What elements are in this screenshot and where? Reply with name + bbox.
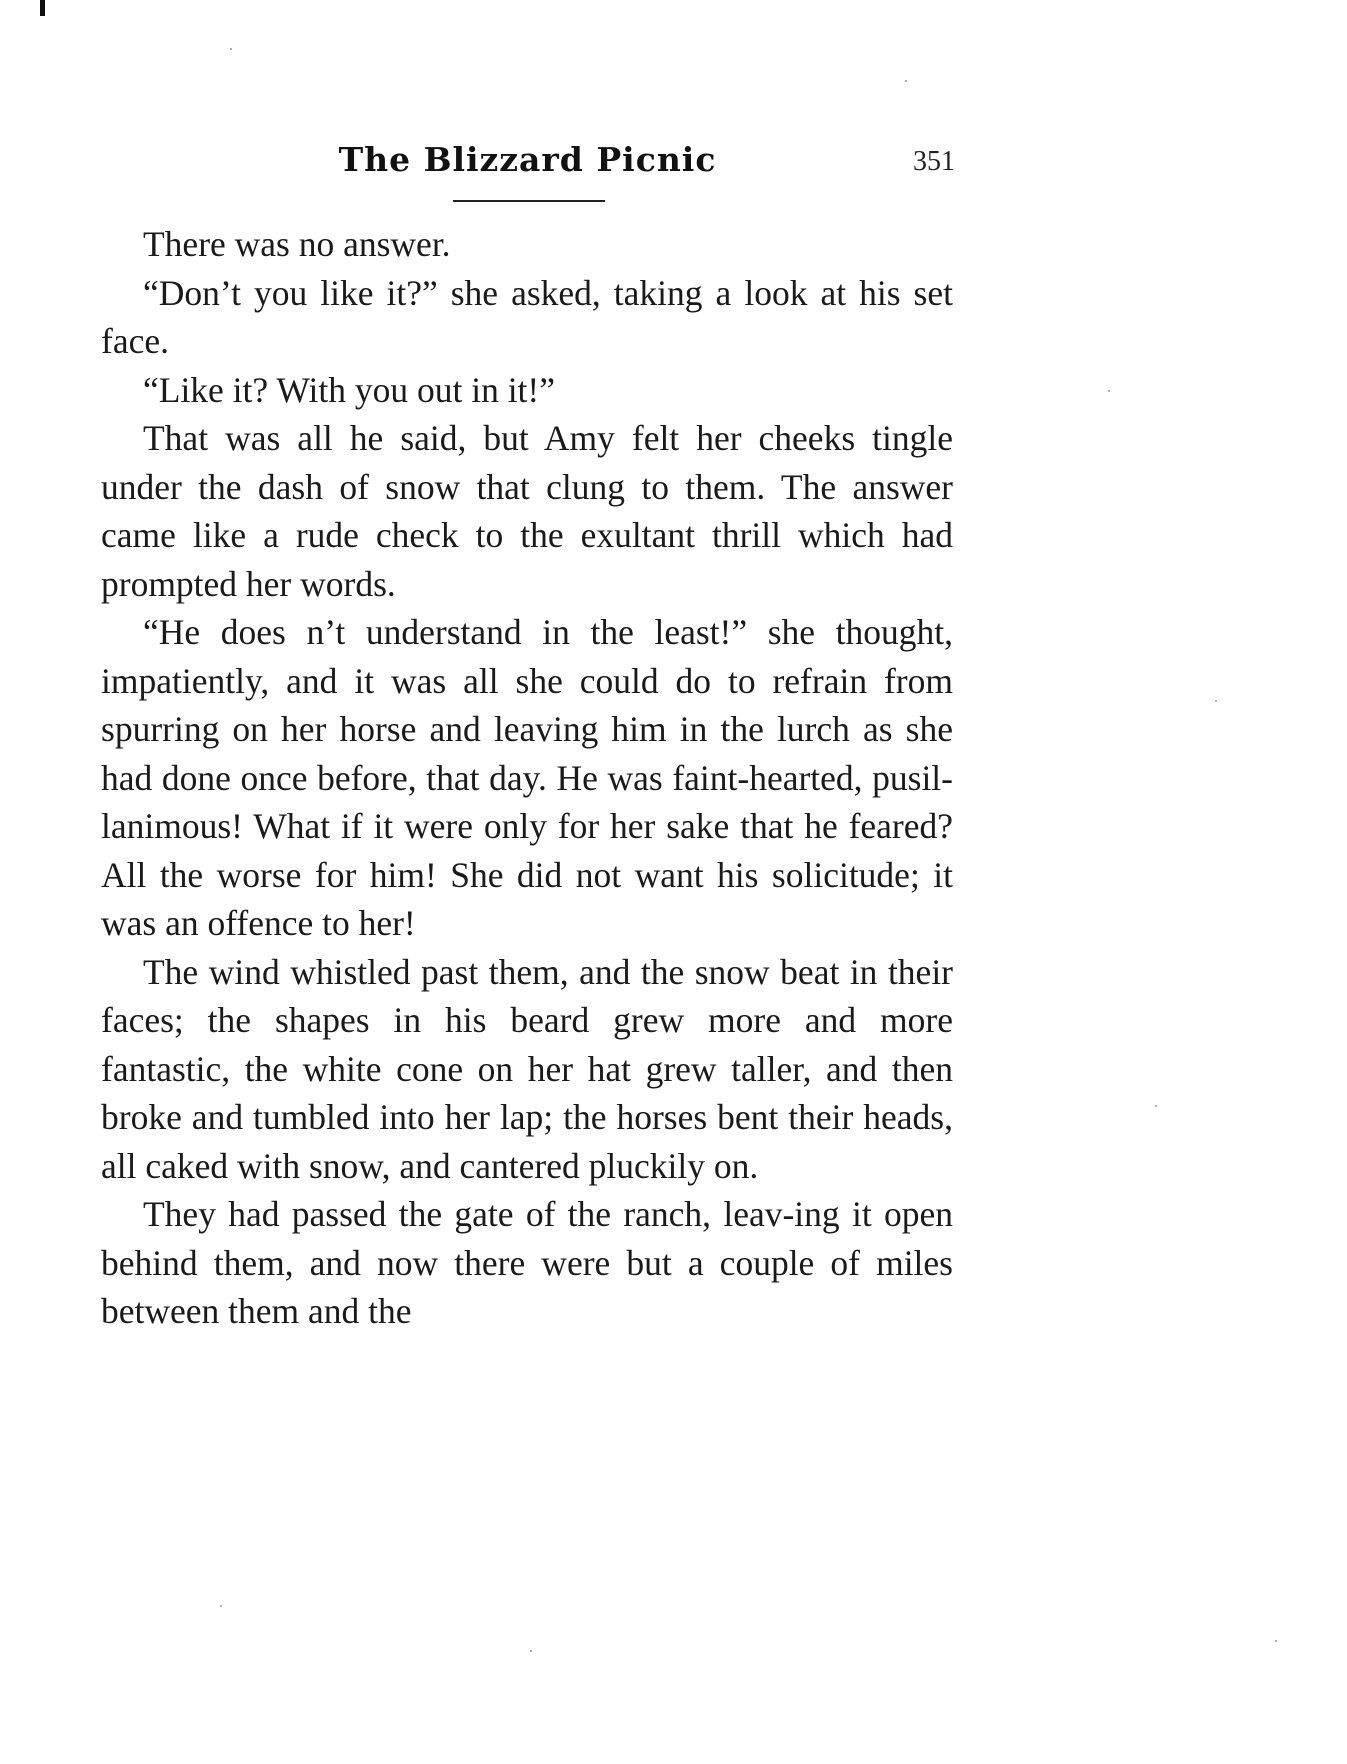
paper-speck <box>220 1605 222 1607</box>
header-rule <box>453 200 605 202</box>
paragraph: That was all he said, but Amy felt her cheeks tingle under the dash of snow that clung to them. The answer came like a rude check to the exultant thrill which had prompted her words. <box>101 418 953 604</box>
paragraph: They had passed the gate of the ranch, leav-ing it open behind them, and now there were but a couple of miles between them and the <box>101 1194 953 1331</box>
paper-speck <box>905 80 907 82</box>
paper-speck <box>530 1650 532 1652</box>
paragraph: “Like it? With you out in it!” <box>143 369 555 410</box>
paper-speck <box>1275 1640 1277 1642</box>
running-title: The Blizzard Picnic <box>338 140 717 179</box>
body-text <box>101 220 953 1336</box>
paragraph: There was no answer. <box>143 224 451 264</box>
page-number: 351 <box>913 146 955 177</box>
page-edge-mark <box>40 0 45 16</box>
paragraph: “Don’t you like it?” she asked, taking a look at his set face. <box>101 272 953 361</box>
paper-speck <box>1108 390 1110 392</box>
paragraph: The wind whistled past them, and the snow beat in their faces; the shapes in his beard grew more and more fantastic, the white cone on her hat grew taller, and then broke and tumbled into her lap; the horses bent their heads, all caked with snow, and cantered pluckily on. <box>101 951 953 1186</box>
paper-speck <box>1155 1105 1157 1107</box>
paragraph: “He does n’t understand in the least!” she thought, impatiently, and it was all she could do to refrain from spurring on her horse and leaving him in the lurch as she had done once before, that day. He was faint-hearted, pusil-lanimous! What if it were only for her sake that he feared? All the worse for him! She did not want his solicitude; it was an offence to her! <box>101 612 953 943</box>
page-header <box>100 140 955 190</box>
paper-speck <box>230 48 232 50</box>
paper-speck <box>1215 700 1217 702</box>
